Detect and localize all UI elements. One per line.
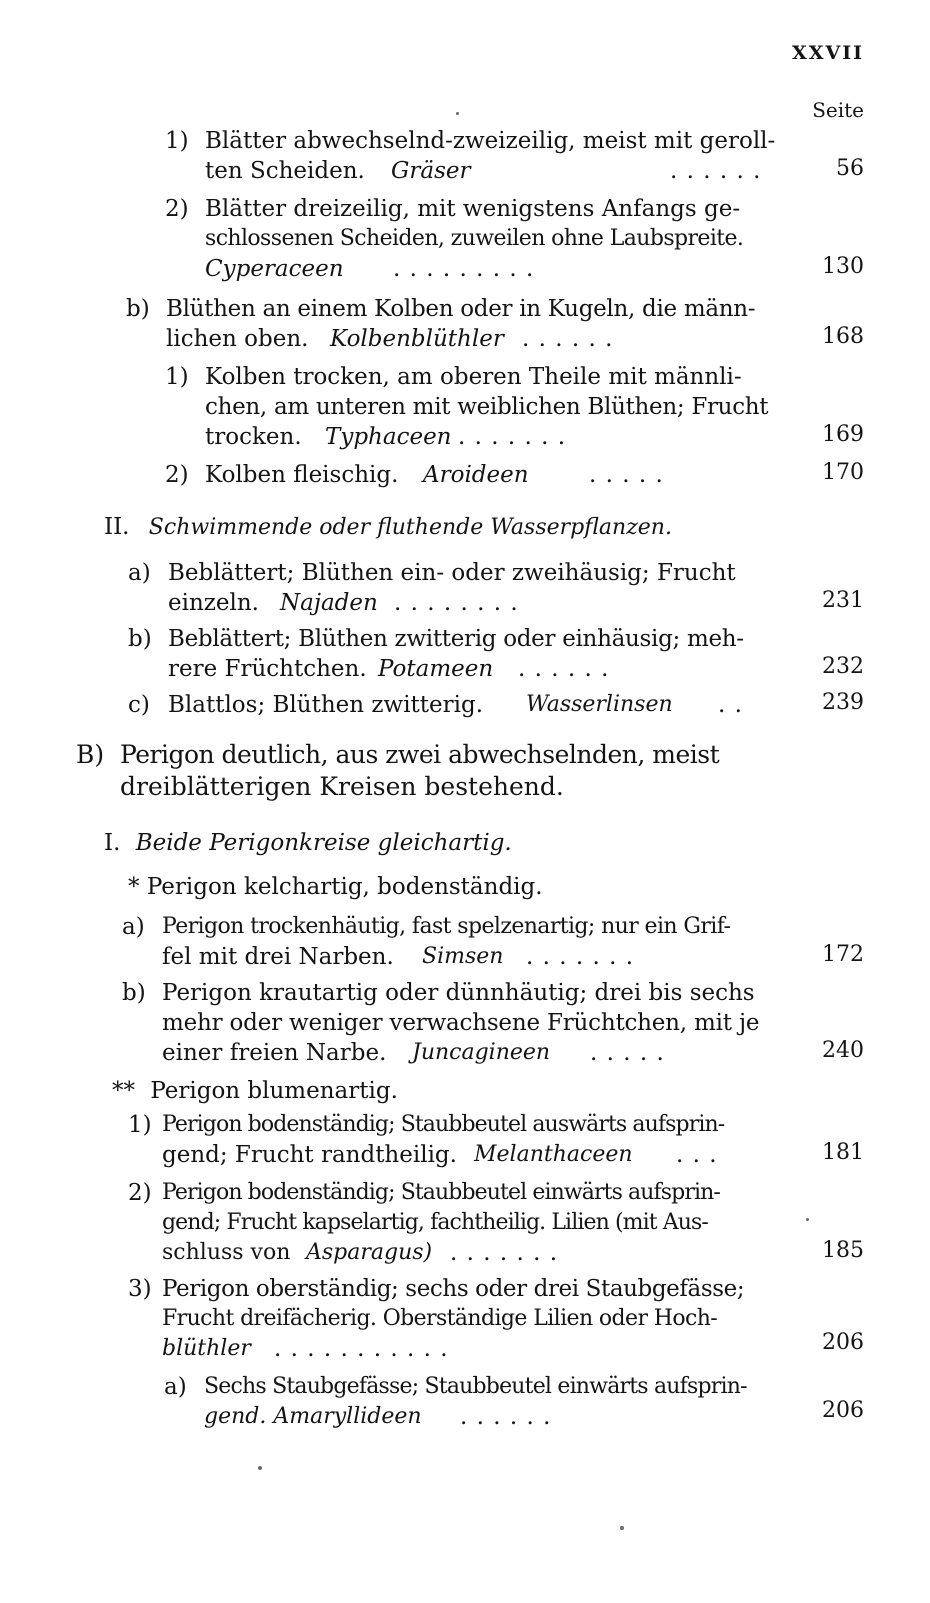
entry-text-line: einzeln. xyxy=(168,590,259,616)
heading-label: * xyxy=(128,874,140,900)
leader-dots: . . . . . . xyxy=(460,1404,552,1430)
leader-dots: . . . . . . . xyxy=(458,424,567,450)
entry-text-line: mehr oder weniger verwachsene Früchtchen, mit je xyxy=(162,1010,760,1036)
entry-page-number: 169 xyxy=(822,422,864,447)
entry-label: b) xyxy=(122,980,146,1006)
entry-page-number: 130 xyxy=(822,254,864,279)
entry-label: a) xyxy=(122,914,145,940)
entry-text-line: Beblättert; Blüthen ein- oder zweihäusig; Frucht xyxy=(168,560,736,586)
entry-label: a) xyxy=(164,1374,187,1400)
subsection-heading-star xyxy=(128,872,543,902)
entry-family-name: Najaden xyxy=(280,590,378,616)
entry-label: 1) xyxy=(165,364,189,390)
entry-family-name: Potameen xyxy=(378,656,494,682)
leader-dots: . . xyxy=(718,692,743,718)
entry-text-line: rere Früchtchen. xyxy=(168,656,367,682)
entry-family-name: blüthler xyxy=(162,1336,251,1361)
entry-text-line: Blattlos; Blüthen zwitterig. xyxy=(168,692,484,718)
entry-text-line: Perigon bodenständig; Staubbeutel auswärts aufsprin- xyxy=(162,1112,725,1137)
entry-label: b) xyxy=(126,296,150,322)
entry-page-number: 185 xyxy=(822,1238,864,1263)
heading-text: Schwimmende oder fluthende Wasserpflanzen. xyxy=(148,515,672,540)
entry-label: a) xyxy=(128,560,151,586)
entry-text-line: Sechs Staubgefässe; Staubbeutel einwärts aufsprin- xyxy=(204,1374,747,1399)
print-speck xyxy=(806,1218,809,1221)
entry-label: 2) xyxy=(165,196,189,222)
entry-family-name: Gräser xyxy=(391,158,471,184)
print-speck xyxy=(620,1526,624,1530)
entry-family-name: Melanthaceen xyxy=(474,1142,633,1167)
heading-label: B) xyxy=(76,740,105,769)
leader-dots: . . . . . . xyxy=(522,326,614,352)
entry-text-line: Blüthen an einem Kolben oder in Kugeln, die männ- xyxy=(166,296,756,322)
entry-label: 1) xyxy=(165,128,189,154)
entry-family-name: Typhaceen xyxy=(325,424,452,450)
entry-label: 3) xyxy=(128,1276,152,1302)
entry-page-number: 231 xyxy=(822,588,864,613)
heading-text-line: dreiblätterigen Kreisen bestehend. xyxy=(120,772,564,801)
heading-text: Perigon kelchartig, bodenständig. xyxy=(146,874,543,900)
entry-page-number: 181 xyxy=(822,1140,864,1165)
entry-text-line: Blätter abwechselnd-zweizeilig, meist mit geroll- xyxy=(205,128,776,154)
entry-label: 1) xyxy=(128,1112,152,1138)
entry-text-line: gend; Frucht randtheilig. xyxy=(162,1142,457,1168)
entry-family-name: Kolbenblüthler xyxy=(330,326,504,352)
entry-family-name: Cyperaceen xyxy=(205,256,344,282)
entry-text-line: Perigon krautartig oder dünnhäutig; drei bis sechs xyxy=(162,980,755,1006)
section-heading-i xyxy=(104,828,512,858)
entry-text-line: chen, am unteren mit weiblichen Blüthen; Frucht xyxy=(205,394,769,420)
entry-page-number: 206 xyxy=(822,1398,864,1423)
entry-text-line: trocken. xyxy=(205,424,302,450)
entry-label: b) xyxy=(128,626,152,652)
entry-page-number: 56 xyxy=(836,156,864,181)
entry-label: 2) xyxy=(128,1180,152,1206)
entry-page-number: 240 xyxy=(822,1038,864,1063)
leader-dots: . . . xyxy=(676,1142,718,1168)
leader-dots: . . . . . . xyxy=(518,656,610,682)
entry-label: 2) xyxy=(165,462,189,488)
entry-family-name: Aroideen xyxy=(423,462,529,488)
entry-text-line: Blätter dreizeilig, mit wenigstens Anfangs ge- xyxy=(205,196,741,222)
entry-family-name: Wasserlinsen xyxy=(526,692,673,717)
entry-family-name: Juncagineen xyxy=(412,1040,551,1065)
entry-text-line: gend; Frucht kapselartig, fachtheilig. Lilien (mit Aus- xyxy=(162,1210,708,1235)
entry-page-number: 239 xyxy=(822,690,864,715)
leader-dots: . . . . . . . xyxy=(450,1240,559,1266)
seite-column-header: Seite xyxy=(812,98,864,122)
print-speck xyxy=(258,1466,262,1470)
leader-dots: . . . . . . . . . . . xyxy=(274,1336,449,1362)
entry-page-number: 232 xyxy=(822,654,864,679)
heading-label: I. xyxy=(104,830,121,856)
leader-dots: . . . . . . xyxy=(670,158,762,184)
page-number: XXVII xyxy=(791,42,864,64)
subsection-heading-double-star xyxy=(112,1076,398,1106)
entry-family-name: gend. Amaryllideen xyxy=(204,1404,422,1429)
entry-text-line: Beblättert; Blüthen zwitterig oder einhäusig; meh- xyxy=(168,626,744,652)
entry-text-line: lichen oben. xyxy=(166,326,309,352)
entry-text-line: ten Scheiden. xyxy=(205,158,365,184)
entry-text-line: Frucht dreifächerig. Oberständige Lilien oder Hoch- xyxy=(162,1306,718,1331)
entry-family-name: Asparagus) xyxy=(306,1240,433,1265)
entry-text-line: Perigon trockenhäutig, fast spelzenartig; nur ein Grif- xyxy=(162,914,731,939)
entry-text-line: schluss von xyxy=(162,1240,291,1265)
leader-dots: . . . . . xyxy=(590,1040,665,1066)
entry-label: c) xyxy=(128,692,150,718)
heading-label: II. xyxy=(104,514,130,540)
entry-text-line: Kolben fleischig. xyxy=(205,462,399,488)
entry-page-number: 172 xyxy=(822,942,864,967)
entry-text-line: Perigon bodenständig; Staubbeutel einwärts aufsprin- xyxy=(162,1180,720,1205)
section-heading-ii xyxy=(104,512,672,543)
entry-text-line: Kolben trocken, am oberen Theile mit männli- xyxy=(205,364,742,390)
heading-text: Beide Perigonkreise gleichartig. xyxy=(135,830,512,856)
leader-dots: . . . . . xyxy=(589,462,664,488)
entry-page-number: 206 xyxy=(822,1330,864,1355)
entry-text-line: Perigon oberständig; sechs oder drei Staubgefässe; xyxy=(162,1276,745,1302)
heading-text-line: Perigon deutlich, aus zwei abwechselnden, meist xyxy=(120,740,720,769)
heading-label: ** xyxy=(112,1078,135,1104)
entry-page-number: 168 xyxy=(822,324,864,349)
leader-dots: . . . . . . . xyxy=(526,944,635,970)
leader-dots: . . . . . . . . xyxy=(394,590,519,616)
entry-text-line: fel mit drei Narben. xyxy=(162,944,394,970)
entry-text-line: einer freien Narbe. xyxy=(162,1040,387,1066)
heading-text: Perigon blumenartig. xyxy=(150,1078,398,1104)
entry-family-name: Simsen xyxy=(422,944,504,969)
entry-text-line: schlossenen Scheiden, zuweilen ohne Laubspreite. xyxy=(205,226,744,251)
leader-dots: . . . . . . . . . xyxy=(393,256,535,282)
print-speck xyxy=(456,112,459,115)
entry-page-number: 170 xyxy=(822,460,864,485)
